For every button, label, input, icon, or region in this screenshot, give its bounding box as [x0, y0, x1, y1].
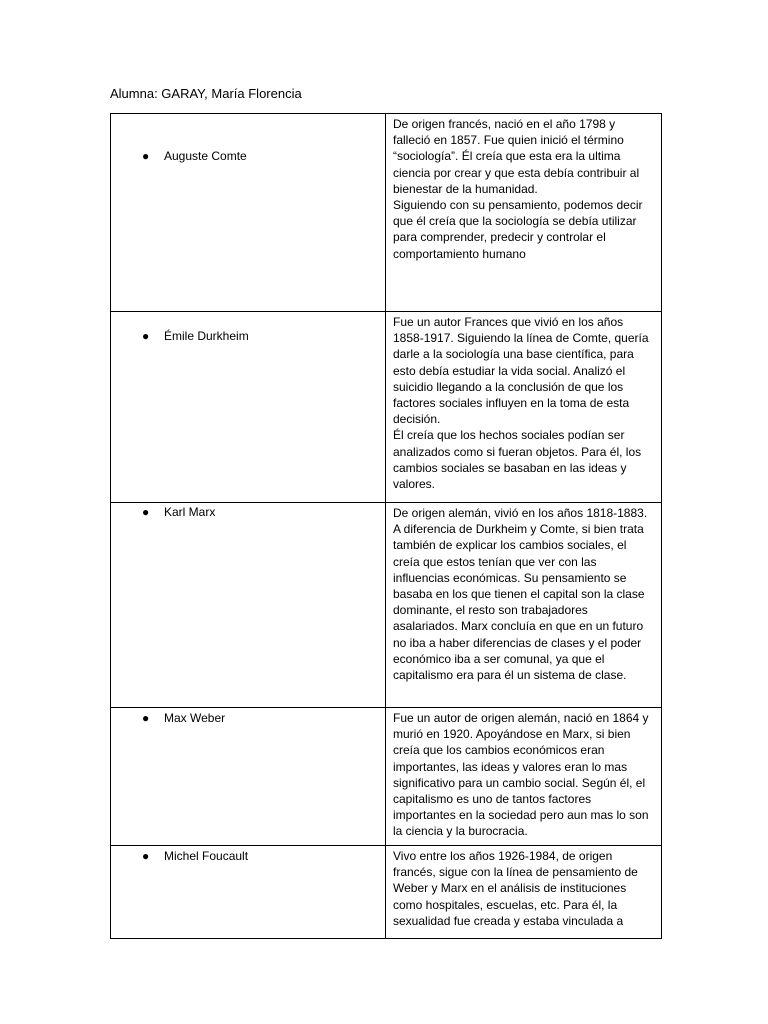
description-paragraph: Él creía que los hechos sociales podían ser analizados como si fueran objetos. Para él, los cambios sociales se basaban en las ideas y valores. — [393, 428, 642, 492]
author-name-cell — [111, 846, 386, 939]
author-name: Karl Marx — [164, 505, 216, 519]
bullet-icon: ● — [142, 329, 150, 343]
author-description-cell — [386, 114, 662, 312]
table-row — [111, 114, 662, 312]
author-description-cell — [386, 312, 662, 503]
bullet-icon: ● — [142, 711, 150, 725]
table-row — [111, 846, 662, 939]
description-paragraph: Vivo entre los años 1926-1984, de origen francés, sigue con la línea de pensamiento de Weber y Marx en el análisis de instituciones como hospitales, escuelas, etc. Para él, la sexualidad fue creada y estaba vinculada a — [393, 849, 638, 928]
table-row — [111, 312, 662, 503]
bullet-icon: ● — [142, 849, 150, 863]
description-paragraph: Fue un autor de origen alemán, nació en 1864 y murió en 1920. Apoyándose en Marx, si bien creía que los cambios económicos eran importantes, las ideas y valores eran lo mas significativo para un cambio social. Según él, el capitalismo es uno de tantos factores importantes en la sociedad pero aun mas lo son la ciencia y la burocracia. — [393, 711, 649, 839]
bullet-icon: ● — [142, 505, 150, 519]
student-name: Alumna: GARAY, María Florencia — [110, 86, 302, 101]
author-name-cell — [111, 503, 386, 708]
author-name-cell — [111, 708, 386, 846]
author-description-cell — [386, 846, 662, 939]
description-paragraph: De origen francés, nació en el año 1798 y falleció en 1857. Fue quien inició el término “sociología”. Él creía que esta era la ultima ciencia por crear y que esta debía contribuir al bienestar de la humanidad. — [393, 117, 640, 196]
table-row — [111, 503, 662, 708]
authors-table — [110, 113, 662, 939]
author-description-cell — [386, 708, 662, 846]
author-name: Auguste Comte — [164, 149, 247, 163]
author-description-cell — [386, 503, 662, 708]
bullet-icon: ● — [142, 149, 150, 163]
description-paragraph: De origen alemán, vivió en los años 1818-1883. A diferencia de Durkheim y Comte, si bien trata también de explicar los cambios sociales, el creía que estos tenían que ver con las influencias económicas. Su pensamiento se basaba en los que tienen el capital son la clase dominante, el resto son trabajadores asalariados. Marx concluía en que en un futuro no iba a haber diferencias de clases y el poder económico iba a ser comunal, ya que el capitalismo era para él un sistema de clase. — [393, 506, 648, 683]
author-name: Max Weber — [164, 711, 226, 725]
description-paragraph: Fue un autor Frances que vivió en los años 1858-1917. Siguiendo la línea de Comte, quería darle a la sociología una base científica, para esto debía estudiar la vida social. Analizó el suicidio llegando a la conclusión de que los factores sociales influyen en la toma de esta decisión. — [393, 315, 649, 427]
table-row — [111, 708, 662, 846]
author-name: Émile Durkheim — [164, 329, 249, 343]
author-name-cell — [111, 312, 386, 503]
author-name: Michel Foucault — [164, 849, 249, 863]
author-name-cell — [111, 114, 386, 312]
description-paragraph: Siguiendo con su pensamiento, podemos decir que él creía que la sociología se debía utilizar para comprender, predecir y controlar el comportamiento humano — [393, 198, 643, 261]
